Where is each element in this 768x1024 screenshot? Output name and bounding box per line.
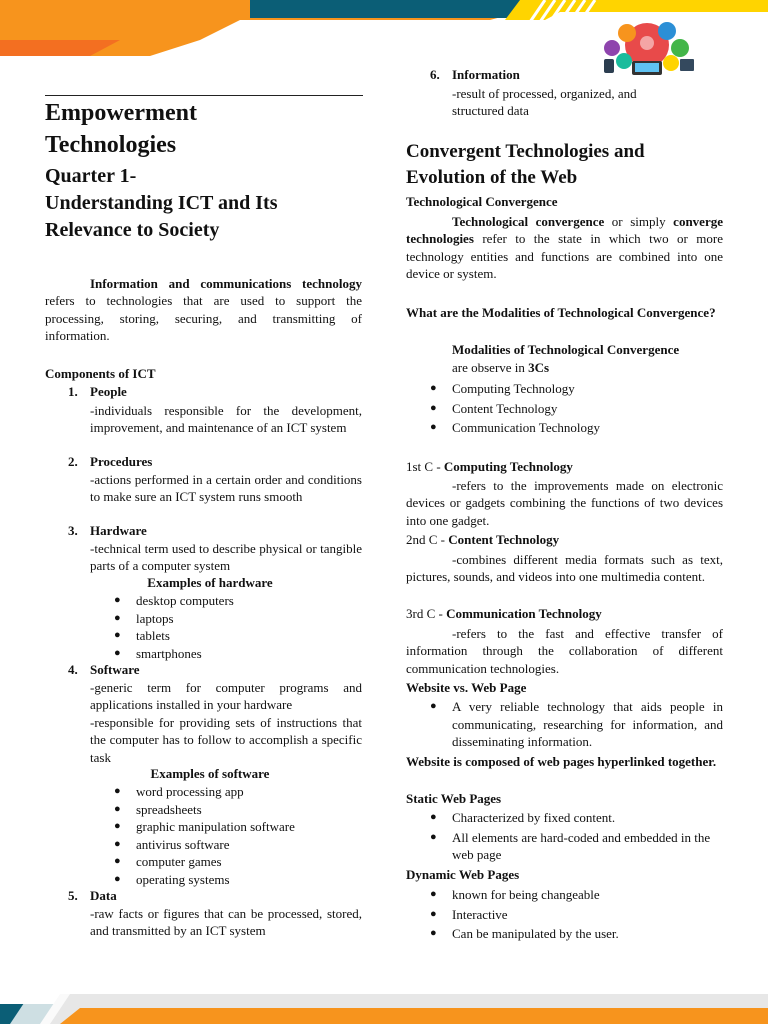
web-vs-heading: Website vs. Web Page bbox=[406, 680, 527, 695]
hardware-examples-list bbox=[114, 592, 356, 662]
item-number: 4. bbox=[68, 662, 78, 677]
modalities-question: What are the Modalities of Technological Convergence? bbox=[406, 305, 716, 320]
list-item: ● Content Technology bbox=[430, 400, 558, 416]
dynamic-heading: Dynamic Web Pages bbox=[406, 867, 520, 882]
list-item: ● Interactive bbox=[430, 906, 508, 922]
c2-desc: -combines different media formats such as text, pictures, sounds, and videos into one multimedia content. bbox=[406, 552, 723, 585]
hardware-examples-title: Examples of hardware bbox=[147, 575, 273, 590]
modalities-list bbox=[430, 379, 712, 438]
doc-title-line1: Empowerment bbox=[45, 100, 197, 126]
modalities-observe: are observe in 3Cs bbox=[452, 360, 550, 375]
list-item: ● spreadsheets bbox=[114, 801, 202, 817]
item-title-software: Software bbox=[90, 662, 140, 677]
item-desc2-software: -responsible for providing sets of instructions that the computer has to follow to accomplish a specific task bbox=[90, 715, 362, 765]
software-examples-list bbox=[114, 783, 356, 889]
web-vs-list bbox=[430, 698, 723, 751]
item-number: 2. bbox=[68, 454, 78, 469]
item-title-people: People bbox=[90, 384, 127, 399]
doc-subtitle-line2: Relevance to Society bbox=[45, 219, 220, 241]
list-item: ● Computing Technology bbox=[430, 381, 575, 396]
list-item: ● smartphones bbox=[114, 645, 202, 661]
ict-collage-icon bbox=[592, 15, 702, 77]
item-title-information: Information bbox=[452, 67, 520, 82]
c1-desc: -refers to the improvements made on electronic devices or gadgets combining the functions of two devices into one gadget. bbox=[406, 478, 723, 528]
list-item: ● operating systems bbox=[114, 871, 230, 887]
dynamic-list bbox=[430, 885, 723, 944]
doc-subtitle-line1: Understanding ICT and Its bbox=[45, 192, 278, 214]
static-list bbox=[430, 809, 723, 864]
item-desc-hardware: -technical term used to describe physical or tangible parts of a computer system bbox=[90, 541, 362, 574]
item-number: 1. bbox=[68, 384, 78, 399]
item-desc-procedures: -actions performed in a certain order and conditions to make sure an ICT system runs smooth bbox=[90, 472, 362, 505]
tech-conv-heading: Technological Convergence bbox=[406, 194, 558, 209]
list-item: ● tablets bbox=[114, 628, 170, 644]
list-item: ● graphic manipulation software bbox=[114, 819, 295, 835]
list-item: ● computer games bbox=[114, 854, 222, 870]
website-composed: Website is composed of web pages hyperlinked together. bbox=[406, 754, 717, 769]
item-desc-software: -generic term for computer programs and applications installed in your hardware bbox=[90, 680, 362, 713]
footer-banner bbox=[0, 994, 768, 1024]
section-title-line1: Convergent Technologies and bbox=[406, 141, 645, 162]
item-number: 3. bbox=[68, 523, 78, 538]
intro-paragraph: Information and communications technology refers to technologies that are used to support the processing, storing, securing, and transmitting of information. bbox=[45, 276, 362, 344]
item-desc-information: -result of processed, organized, and structured data bbox=[452, 86, 637, 119]
doc-quarter: Quarter 1- bbox=[45, 165, 137, 187]
c1-heading: 1st C - Computing Technology bbox=[406, 459, 573, 474]
list-item: ● laptops bbox=[114, 610, 174, 626]
item-number: 5. bbox=[68, 888, 78, 903]
modalities-heading: Modalities of Technological Convergence bbox=[452, 342, 680, 357]
c2-heading: 2nd C - Content Technology bbox=[406, 532, 560, 547]
list-item: ● desktop computers bbox=[114, 593, 234, 608]
item-number: 6. bbox=[430, 67, 440, 82]
title-rule bbox=[45, 95, 363, 96]
list-item: ● A very reliable technology that aids people in communicating, researching for information, and disseminating information. bbox=[430, 699, 723, 750]
c3-desc: -refers to the fast and effective transfer of information through the collaboration of different communication technologies. bbox=[406, 626, 723, 676]
item-title-data: Data bbox=[90, 888, 117, 903]
item-desc-data: -raw facts or figures that can be processed, stored, and transmitted by an ICT system bbox=[90, 906, 362, 939]
components-heading: Components of ICT bbox=[45, 366, 156, 381]
list-item: ● Communication Technology bbox=[430, 420, 600, 435]
software-examples-title: Examples of software bbox=[150, 766, 270, 781]
list-item: ● Characterized by fixed content. bbox=[430, 810, 616, 825]
list-item: ● antivirus software bbox=[114, 836, 230, 852]
list-item: ● Can be manipulated by the user. bbox=[430, 926, 619, 941]
doc-title-line2: Technologies bbox=[45, 132, 177, 158]
item-desc-people: -individuals responsible for the development, improvement, and maintenance of an ICT system bbox=[90, 403, 362, 436]
item-title-hardware: Hardware bbox=[90, 523, 147, 538]
tech-conv-paragraph: Technological convergence or simply converge technologies refer to the state in which two or more technology entities and functions are combined into one device or system. bbox=[406, 214, 723, 282]
section-title-line2: Evolution of the Web bbox=[406, 167, 578, 188]
list-item: ● word processing app bbox=[114, 784, 244, 799]
list-item: ● known for being changeable bbox=[430, 887, 600, 902]
item-title-procedures: Procedures bbox=[90, 454, 153, 469]
c3-heading: 3rd C - Communication Technology bbox=[406, 606, 602, 621]
static-heading: Static Web Pages bbox=[406, 791, 502, 806]
list-item: ● All elements are hard-coded and embedded in the web page bbox=[430, 829, 711, 863]
